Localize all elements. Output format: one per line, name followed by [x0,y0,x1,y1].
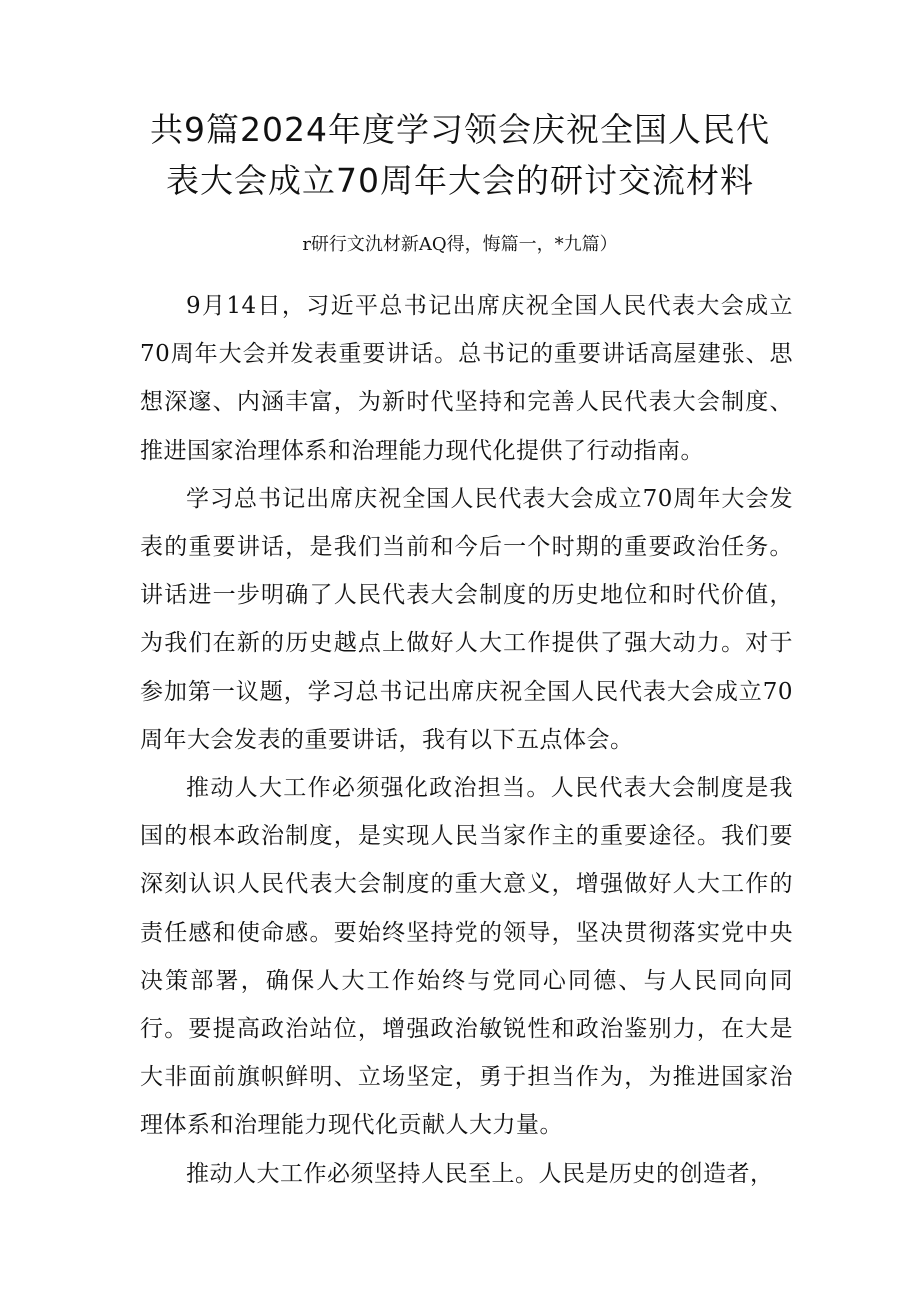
paragraph-4: 推动人大工作必须坚持人民至上。人民是历史的创造者， [186,1160,774,1187]
paragraph-3: 推动人大工作必须强化政治担当。人民代表大会制度是我国的根本政治制度，是实现人民当家作主的重要途径。我们要深刻认识人民代表大会制度的重大意义，增强做好人大工作的责任感和使命感。要始终坚持党的领导，坚决贯彻落实党中央决策部署，确保人大工作始终与党同心同德、与人民同向同行。要提高政治站位，增强政治敏锐性和政治鉴别力，在大是大非面前旗帜鲜明、立场坚定，勇于担当作为，为推进国家治理体系和治理能力现代化贡献人大力量。 [140,775,793,1139]
paragraph-2: 学习总书记出席庆祝全国人民代表大会成立70周年大会发表的重要讲话，是我们当前和今后一个时期的重要政治任务。讲话进一步明确了人民代表大会制度的历史地位和时代价值，为我们在新的历史越点上做好人大工作提供了强大动力。对于参加第一议题，学习总书记出席庆祝全国人民代表大会成立70周年大会发表的重要讲话，我有以下五点体会。 [140,485,793,753]
document-subtitle: r研行文氿材新AQ得，悔篇一，*九篇） [302,234,618,255]
title-line-1: 共9篇2024年度学习领会庆祝全国人民代 [150,110,770,149]
document-title [120,104,800,206]
document-body [140,282,793,1198]
paragraph-1: 9月14日，习近平总书记出席庆祝全国人民代表大会成立70周年大会并发表重要讲话。总书记的重要讲话高屋建张、思想深邃、内涵丰富，为新时代坚持和完善人民代表大会制度、推进国家治理体系和治理能力现代化提供了行动指南。 [140,293,793,464]
title-line-2: 表大会成立70周年大会的研讨交流材料 [166,161,754,200]
